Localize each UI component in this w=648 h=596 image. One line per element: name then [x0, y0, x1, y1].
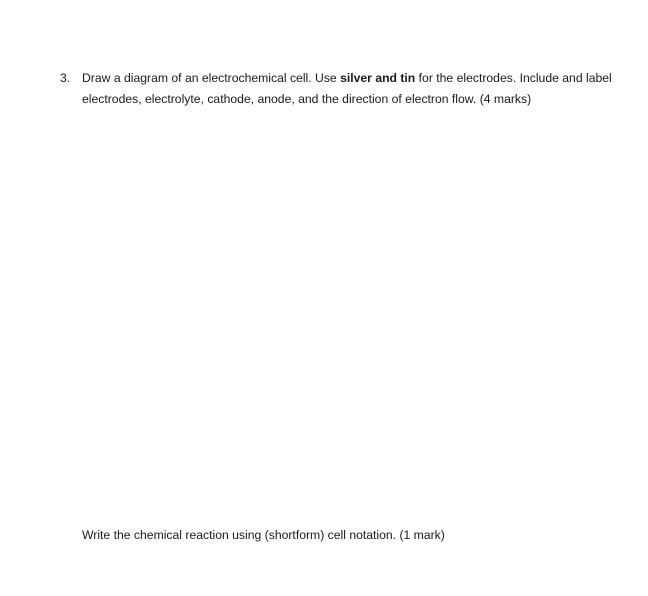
question-text-part2: for the electrodes. Include and label electrodes, electrolyte, cathode, anode, and the direction of electron flow. (4 marks) [82, 71, 612, 106]
question-text-part1: Draw a diagram of an electrochemical cell. Use [82, 71, 341, 85]
question-text [82, 68, 618, 109]
question-text-bold: silver and tin [340, 71, 416, 85]
cell-notation-question: Write the chemical reaction using (shortform) cell notation. (1 mark) [82, 528, 445, 542]
diagram-answer-space[interactable] [82, 140, 602, 510]
question-number: 3. [60, 71, 71, 85]
